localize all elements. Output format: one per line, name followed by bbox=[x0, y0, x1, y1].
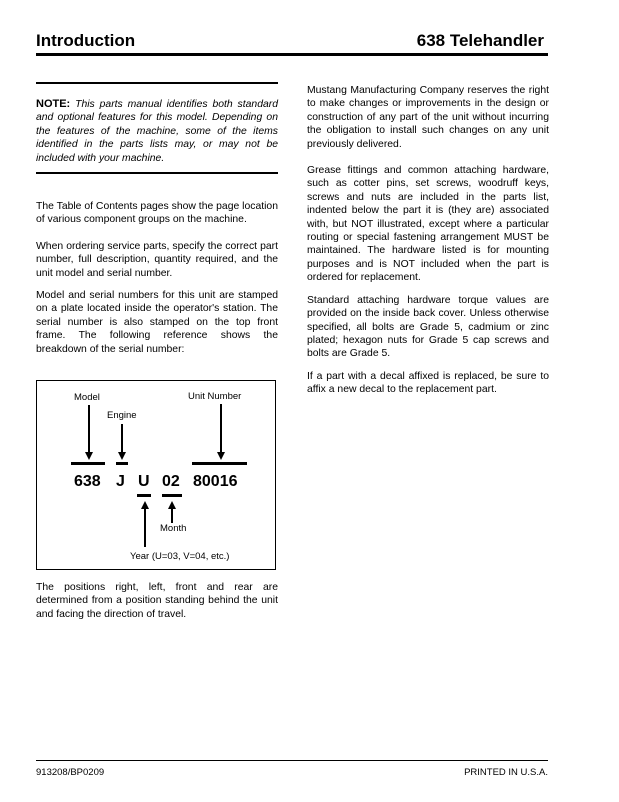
month-bar bbox=[162, 494, 182, 497]
printed-in: PRINTED IN U.S.A. bbox=[464, 767, 548, 778]
code-month: 02 bbox=[162, 473, 180, 490]
model-bar bbox=[71, 462, 105, 465]
paragraph-reserves-right: Mustang Manufacturing Company reserves the right to make changes or improvements in the design or construction of any part of the unit without incurring the obligation to install such changes on any unit previously delivered. bbox=[307, 85, 549, 150]
paragraph-serial-numbers: Model and serial numbers for this unit are stamped on a plate located inside the operator's station. The serial number is also stamped on the top front frame. The following reference shows the breakdown of the serial number: bbox=[36, 290, 278, 355]
year-label: Year (U=03, V=04, etc.) bbox=[130, 551, 230, 562]
left-column-bottom bbox=[36, 581, 278, 621]
month-arrow bbox=[168, 501, 176, 523]
year-arrow bbox=[141, 501, 149, 547]
engine-bar bbox=[116, 462, 128, 465]
note-body: This parts manual identifies both standard and optional features for this model. Depending on the features of the machine, some of the items identified in the parts lists may, or may not be included with your machine. bbox=[36, 99, 278, 164]
serial-diagram-svg bbox=[37, 381, 277, 571]
year-bar bbox=[137, 494, 151, 497]
header-rule bbox=[36, 53, 548, 56]
code-year: U bbox=[138, 473, 150, 490]
paragraph-hardware: Grease fittings and common attaching hardware, such as cotter pins, set screws, woodruff keys, screws and nuts are included in the parts list, indented below the part it is (they are) associated with, but NOT illustrated, except where a particular routing or special fastening arrangement MUST be maintained. The hardware listed is for mounting purposes and is NOT included when the part is ordered for replacement. bbox=[307, 165, 549, 284]
paragraph-positions: The positions right, left, front and rear are determined from a position standing behind the unit and facing the direction of travel. bbox=[36, 582, 278, 620]
note-box bbox=[36, 82, 278, 174]
engine-label: Engine bbox=[107, 410, 137, 421]
serial-number-diagram bbox=[36, 380, 276, 570]
note-bottom-rule bbox=[36, 172, 278, 174]
model-label: Model bbox=[74, 392, 100, 403]
paragraph-ordering-parts: When ordering service parts, specify the correct part number, full description, quantity required, and the unit model and serial number. bbox=[36, 240, 278, 279]
footer-rule bbox=[36, 760, 548, 761]
left-column bbox=[36, 200, 278, 356]
code-model: 638 bbox=[74, 473, 101, 490]
paragraph-decal: If a part with a decal affixed is replaced, be sure to affix a new decal to the replacement part. bbox=[307, 370, 549, 396]
section-title: Introduction bbox=[36, 31, 136, 50]
code-engine: J bbox=[116, 473, 125, 490]
engine-arrow bbox=[118, 424, 126, 460]
note-top-rule bbox=[36, 82, 278, 84]
unit-number-label: Unit Number bbox=[188, 391, 242, 402]
note-text bbox=[36, 98, 278, 165]
model-arrow bbox=[85, 405, 93, 460]
paragraph-torque: Standard attaching hardware torque values are provided on the inside back cover. Unless otherwise specified, all bolts are Grade 5, cadmium or zinc plated; hexagon nuts for Grade 5 cap screws and bolts are Grade 5. bbox=[307, 294, 549, 360]
month-label: Month bbox=[160, 523, 187, 534]
unit-number-arrow bbox=[217, 404, 225, 460]
note-label: NOTE: bbox=[36, 98, 71, 110]
model-title: 638 Telehandler bbox=[416, 31, 544, 50]
document-number: 913208/BP0209 bbox=[36, 767, 105, 778]
unit-number-bar bbox=[192, 462, 247, 465]
code-unit: 80016 bbox=[193, 473, 238, 490]
right-column bbox=[307, 84, 549, 397]
paragraph-table-of-contents: The Table of Contents pages show the page location of various component groups on the machine. bbox=[36, 201, 278, 226]
